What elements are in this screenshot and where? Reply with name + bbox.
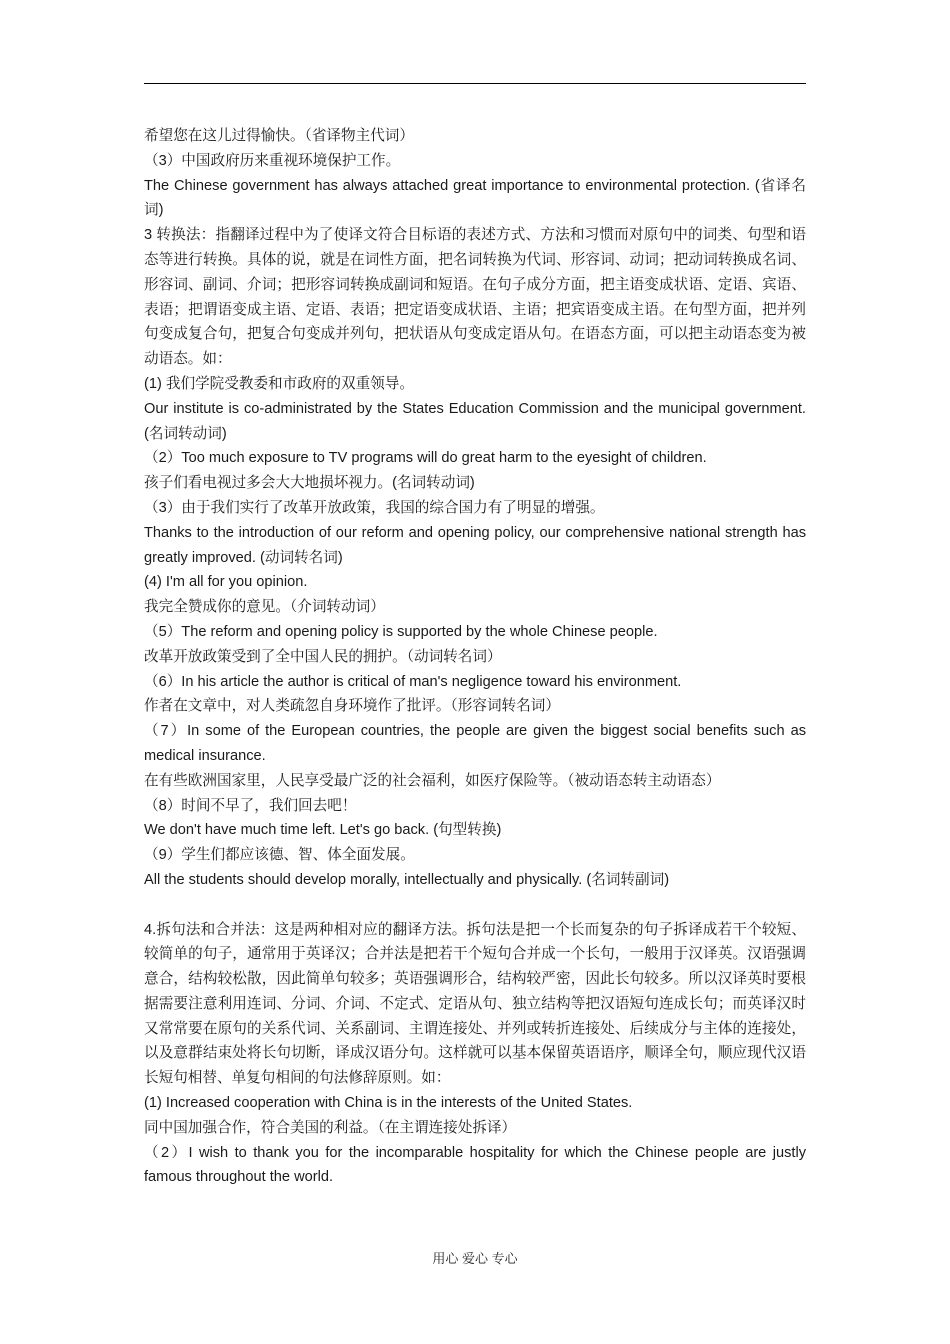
text-line: （2）Too much exposure to TV programs will do great harm to the eyesight of children. [144,450,707,467]
paragraph-split-merge-method: 4.拆句法和合并法：这是两种相对应的翻译方法。拆句法是把一个长而复杂的句子拆译成若干个较短、较简单的句子，通常用于英译汉；合并法是把若干个短句合并成一个长句，一般用于汉译英。汉语强调意合，结构较松散，因此简单句较多；英语强调形合，结构较严密，因此长句较多。所以汉译英时要根据需要注意利用连词、分词、介词、不定式、定语从句、独立结构等把汉语短句连成长句；而英译汉时又常常要在原句的关系代词、关系副词、主谓连接处、并列或转折连接处、后续成分与主体的连接处，以及意群结束处将长句切断，译成汉语分句。这样就可以基本保留英语语序，顺译全句，顺应现代汉语长短句相替、单复句相间的句法修辞原则。如： [144,921,806,1087]
text-line: （3）由于我们实行了改革开放政策，我国的综合国力有了明显的增强。 [144,499,605,516]
blank-line [144,893,806,918]
paragraph-conversion-method: 3 转换法：指翻译过程中为了使译文符合目标语的表述方式、方法和习惯而对原句中的词类、句型和语态等进行转换。具体的说，就是在词性方面，把名词转换为代词、形容词、动词；把动词转换成名词、形容词、副词、介词；把形容词转换成副词和短语。在句子成分方面，把主语变成状语、定语、宾语、表语；把谓语变成主语、定语、表语；把定语变成状语、主语；把宾语变成主语。在句型方面，把并列句变成复合句，把复合句变成并列句，把状语从句变成定语从句。在语态方面，可以把主动语态变为被动语态。如： [144,227,806,368]
text-line: 改革开放政策受到了全中国人民的拥护。（动词转名词） [144,648,502,665]
text-line: （3）中国政府历来重视环境保护工作。 [144,152,401,169]
text-line: (4) I'm all for you opinion. [144,574,308,591]
text-line: 在有些欧洲国家里，人民享受最广泛的社会福利，如医疗保险等。（被动语态转主动语态） [144,772,721,789]
text-line: （7）In some of the European countries, the people are given the biggest social benefits such as medical insurance. [144,723,806,764]
text-line: （8）时间不早了，我们回去吧！ [144,797,357,814]
text-line: (1) Increased cooperation with China is in the interests of the United States. [144,1095,633,1112]
text-line: （6）In his article the author is critical of man's negligence toward his environment. [144,673,682,690]
text-line: Thanks to the introduction of our reform and opening policy, our comprehensive national strength has greatly improved. (动词转名词) [144,524,806,566]
text-line: （5）The reform and opening policy is supported by the whole Chinese people. [144,623,658,640]
text-line: We don't have much time left. Let's go back. (句型转换) [144,822,502,839]
text-line: (1) 我们学院受教委和市政府的双重领导。 [144,375,414,392]
text-line: All the students should develop morally, intellectually and physically. (名词转副词) [144,871,670,888]
text-line: 作者在文章中，对人类疏忽自身环境作了批评。（形容词转名词） [144,698,560,715]
text-line: 孩子们看电视过多会大大地损坏视力。(名词转动词) [144,475,475,492]
text-line: （9）学生们都应该德、智、体全面发展。 [144,847,415,864]
text-line: The Chinese government has always attached great importance to environmental protection. (省译名词) [144,177,806,219]
text-line: 同中国加强合作，符合美国的利益。（在主谓连接处拆译） [144,1119,517,1136]
page-footer: 用心 爱心 专心 [432,1251,518,1266]
text-line: （2）I wish to thank you for the incomparable hospitality for which the Chinese people are justly famous throughout the world. [144,1144,806,1186]
text-line: 我完全赞成你的意见。（介词转动词） [144,599,385,616]
header-rule [144,83,806,84]
text-line: Our institute is co-administrated by the States Education Commission and the municipal government. (名词转动词) [144,400,806,442]
document-body [144,124,806,1190]
text-line: 希望您在这儿过得愉快。（省译物主代词） [144,128,414,144]
